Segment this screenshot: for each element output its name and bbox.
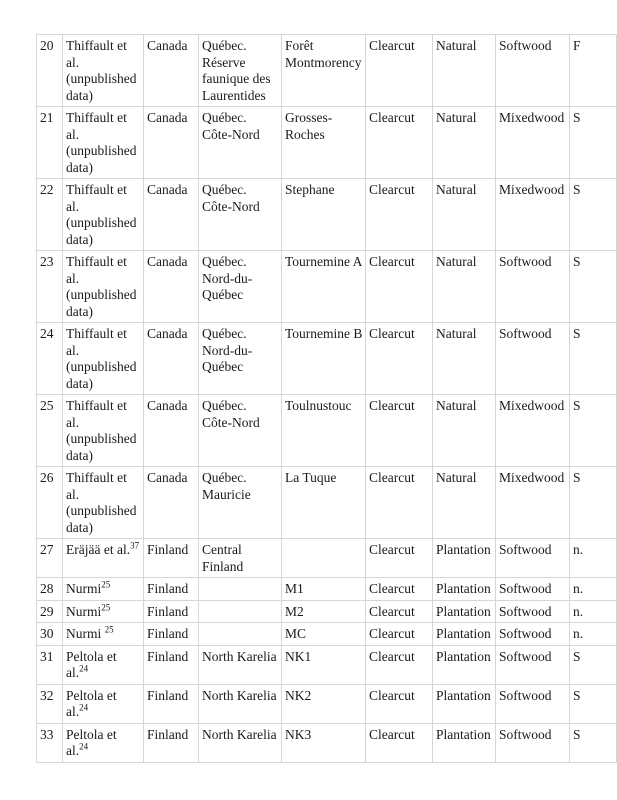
cell-country-text: Finland [147,603,189,619]
cell-country [144,645,199,684]
cell-harvest-type [366,600,433,623]
cell-site [282,251,366,323]
cell-site-text: Stephane [285,182,335,197]
cell-stand-origin-text: Natural [436,254,477,269]
cell-country [144,251,199,323]
table-row [37,623,617,646]
cell-study-text: Eräjää et al. [66,542,131,557]
cell-forest-type [496,107,570,179]
cell-stand-origin-text: Plantation [436,542,491,557]
cell-region [199,395,282,467]
table-row [37,467,617,539]
cell-forest-type [496,323,570,395]
cell-study-text: Thiffault et al. (unpublished data) [66,326,137,391]
cell-harvest-type-text: Clearcut [369,254,415,269]
cell-site-text: NK2 [285,687,312,703]
cell-harvest-type [366,323,433,395]
cell-number-text: 29 [40,603,54,619]
cell-region [199,251,282,323]
cell-study [63,723,144,762]
cell-truncated [570,539,617,578]
cell-country-text: Canada [147,326,188,341]
cell-region-text: Central Finland [202,542,244,574]
cell-forest-type [496,623,570,646]
cell-forest-type-text: Mixedwood [499,398,565,413]
cell-harvest-type-text: Clearcut [369,648,415,664]
cell-stand-origin-text: Natural [436,470,477,485]
cell-country [144,539,199,578]
cell-site-text: Tournemine B [285,326,363,341]
cell-truncated-text: S [573,182,581,197]
cell-harvest-type-text: Clearcut [369,687,415,703]
cell-truncated-text: S [573,110,581,125]
cell-region [199,179,282,251]
reference-superscript: 24 [79,663,89,674]
cell-harvest-type [366,107,433,179]
cell-stand-origin-text: Plantation [436,603,491,619]
cell-harvest-type [366,539,433,578]
cell-region [199,645,282,684]
cell-region-text: North Karelia [202,648,277,664]
table-row [37,539,617,578]
cell-forest-type-text: Softwood [499,726,552,742]
cell-site-text: MC [285,626,307,641]
cell-stand-origin [433,600,496,623]
cell-harvest-type-text: Clearcut [369,182,415,197]
cell-forest-type-text: Softwood [499,603,552,619]
cell-country [144,395,199,467]
cell-site-text: NK1 [285,648,312,664]
cell-country [144,35,199,107]
cell-study-text: Peltola et al. [66,687,117,719]
cell-number-text: 20 [40,38,54,53]
cell-number [37,684,63,723]
cell-study-text: Nurmi [66,581,102,596]
cell-country-text: Canada [147,38,188,53]
cell-region-text: Québec. Réserve faunique des Laurentides [202,38,271,103]
cell-truncated-text: S [573,726,581,742]
cell-truncated-text: S [573,326,581,341]
cell-country-text: Finland [147,581,189,596]
cell-stand-origin [433,35,496,107]
cell-number [37,251,63,323]
cell-study-text: Thiffault et al. (unpublished data) [66,254,137,319]
cell-site [282,467,366,539]
cell-region-text: Québec. Nord-du-Québec [202,326,253,374]
cell-stand-origin [433,539,496,578]
cell-country [144,623,199,646]
cell-country [144,723,199,762]
cell-number [37,623,63,646]
reference-superscript: 25 [101,579,111,590]
cell-number-text: 31 [40,648,54,664]
cell-harvest-type-text: Clearcut [369,542,415,557]
cell-number [37,578,63,601]
table-row [37,323,617,395]
cell-forest-type [496,645,570,684]
cell-study [63,323,144,395]
cell-truncated [570,645,617,684]
cell-forest-type-text: Mixedwood [499,182,565,197]
cell-harvest-type [366,723,433,762]
cell-stand-origin-text: Natural [436,38,477,53]
table-row [37,578,617,601]
cell-forest-type-text: Softwood [499,254,552,269]
cell-region [199,539,282,578]
cell-truncated-text: F [573,38,581,53]
cell-forest-type [496,251,570,323]
cell-site [282,600,366,623]
cell-study-text: Thiffault et al. (unpublished data) [66,182,137,247]
cell-harvest-type [366,251,433,323]
cell-truncated [570,395,617,467]
cell-stand-origin-text: Plantation [436,687,491,703]
cell-forest-type-text: Softwood [499,687,552,703]
cell-stand-origin [433,107,496,179]
cell-number-text: 25 [40,398,54,413]
cell-site-text: Tournemine A [285,254,363,269]
cell-number [37,179,63,251]
reference-superscript: 25 [104,624,114,635]
cell-harvest-type-text: Clearcut [369,470,415,485]
cell-study [63,35,144,107]
cell-stand-origin [433,323,496,395]
cell-number [37,645,63,684]
cell-harvest-type-text: Clearcut [369,326,415,341]
cell-site [282,723,366,762]
table-row [37,684,617,723]
cell-harvest-type-text: Clearcut [369,110,415,125]
cell-forest-type [496,600,570,623]
cell-site-text: Forêt Montmorency [285,38,362,70]
cell-site [282,395,366,467]
cell-number [37,107,63,179]
cell-stand-origin-text: Natural [436,398,477,413]
reference-superscript: 24 [79,741,89,752]
cell-country [144,467,199,539]
cell-stand-origin-text: Plantation [436,648,491,664]
cell-region-text: Québec. Côte-Nord [202,182,260,214]
cell-stand-origin-text: Plantation [436,626,491,641]
cell-region-text: Québec. Côte-Nord [202,110,260,142]
reference-superscript: 25 [101,602,111,612]
cell-number-text: 27 [40,542,54,557]
cell-forest-type [496,395,570,467]
cell-truncated [570,684,617,723]
cell-site-text: Grosses-Roches [285,110,333,142]
cell-harvest-type [366,467,433,539]
cell-region [199,107,282,179]
cell-harvest-type [366,578,433,601]
cell-region [199,623,282,646]
cell-truncated-text: n. [573,603,584,619]
cell-country-text: Finland [147,687,189,703]
cell-number-text: 21 [40,110,54,125]
cell-stand-origin [433,467,496,539]
cell-forest-type [496,723,570,762]
cell-number [37,35,63,107]
cell-stand-origin [433,684,496,723]
cell-region [199,600,282,623]
cell-forest-type-text: Softwood [499,542,552,557]
table-row [37,251,617,323]
cell-region [199,684,282,723]
cell-forest-type [496,684,570,723]
cell-harvest-type [366,395,433,467]
cell-number [37,395,63,467]
cell-country-text: Canada [147,182,188,197]
cell-forest-type-text: Softwood [499,326,552,341]
cell-study-text: Thiffault et al. (unpublished data) [66,398,137,463]
cell-truncated [570,467,617,539]
cell-truncated [570,179,617,251]
cell-country-text: Finland [147,542,189,557]
cell-harvest-type [366,623,433,646]
cell-truncated-text: n. [573,542,584,557]
cell-site-text: M2 [285,603,304,619]
cell-site-text: Toulnustouc [285,398,352,413]
cell-country [144,179,199,251]
cell-study [63,251,144,323]
table-body [37,35,617,763]
cell-truncated [570,323,617,395]
cell-harvest-type [366,645,433,684]
cell-site [282,323,366,395]
cell-study-text: Thiffault et al. (unpublished data) [66,110,137,175]
cell-site [282,645,366,684]
table-row [37,645,617,684]
cell-region [199,323,282,395]
cell-forest-type-text: Softwood [499,648,552,664]
cell-country-text: Finland [147,626,189,641]
cell-stand-origin [433,179,496,251]
cell-region [199,467,282,539]
cell-forest-type [496,179,570,251]
cell-harvest-type [366,684,433,723]
cell-study-text: Nurmi [66,603,102,619]
cell-stand-origin [433,623,496,646]
cell-forest-type-text: Mixedwood [499,110,565,125]
reference-superscript: 37 [130,540,140,551]
cell-site [282,578,366,601]
cell-truncated-text: S [573,254,581,269]
cell-stand-origin-text: Natural [436,110,477,125]
cell-number-text: 33 [40,726,54,742]
cell-truncated-text: S [573,470,581,485]
cell-country-text: Canada [147,254,188,269]
sites-table [36,34,617,763]
cell-country-text: Canada [147,398,188,413]
cell-study [63,600,144,623]
cell-country [144,107,199,179]
cell-number-text: 24 [40,326,54,341]
cell-region-text: Québec. Côte-Nord [202,398,260,430]
table-row [37,107,617,179]
cell-truncated-text: S [573,648,581,664]
cell-number [37,467,63,539]
cell-country [144,684,199,723]
cell-study-text: Nurmi [66,626,105,641]
cell-number [37,723,63,762]
cell-region-text: Québec. Mauricie [202,470,251,502]
cell-number-text: 30 [40,626,54,641]
cell-number [37,600,63,623]
table-row [37,35,617,107]
cell-study [63,539,144,578]
cell-study [63,578,144,601]
cell-truncated [570,251,617,323]
cell-number-text: 22 [40,182,54,197]
cell-forest-type [496,539,570,578]
cell-region [199,578,282,601]
cell-truncated [570,578,617,601]
cell-harvest-type-text: Clearcut [369,726,415,742]
cell-number-text: 32 [40,687,54,703]
cell-study [63,684,144,723]
cell-region [199,723,282,762]
cell-site [282,623,366,646]
cell-forest-type-text: Softwood [499,38,552,53]
table-row [37,723,617,762]
cell-number-text: 26 [40,470,54,485]
cell-site-text: M1 [285,581,304,596]
cell-harvest-type-text: Clearcut [369,581,415,596]
cell-country-text: Finland [147,648,189,664]
table-row [37,600,617,623]
cell-harvest-type-text: Clearcut [369,626,415,641]
cell-harvest-type [366,35,433,107]
cell-site [282,107,366,179]
cell-country [144,600,199,623]
cell-stand-origin-text: Plantation [436,581,491,596]
cell-study-text: Thiffault et al. (unpublished data) [66,470,137,535]
cell-site [282,35,366,107]
cell-stand-origin-text: Natural [436,182,477,197]
reference-superscript: 24 [79,702,89,713]
cell-study-text: Peltola et al. [66,726,117,758]
table-row [37,179,617,251]
cell-country [144,578,199,601]
cell-country [144,323,199,395]
cell-region-text: North Karelia [202,687,277,703]
cell-stand-origin [433,251,496,323]
cell-truncated-text: S [573,398,581,413]
cell-study [63,645,144,684]
cell-stand-origin [433,645,496,684]
cell-forest-type [496,578,570,601]
cell-truncated [570,623,617,646]
cell-region-text: North Karelia [202,726,277,742]
cell-forest-type-text: Softwood [499,626,552,641]
cell-harvest-type-text: Clearcut [369,38,415,53]
cell-site [282,684,366,723]
cell-harvest-type-text: Clearcut [369,603,415,619]
cell-country-text: Canada [147,110,188,125]
cell-harvest-type [366,179,433,251]
cell-country-text: Finland [147,726,189,742]
cell-number-text: 23 [40,254,54,269]
cell-country-text: Canada [147,470,188,485]
cell-forest-type-text: Softwood [499,581,552,596]
cell-study [63,179,144,251]
cell-study-text: Peltola et al. [66,648,117,680]
cell-truncated-text: n. [573,581,584,596]
document-page [36,34,582,763]
cell-study-text: Thiffault et al. (unpublished data) [66,38,137,103]
cell-stand-origin-text: Plantation [436,726,491,742]
cell-truncated-text: n. [573,626,584,641]
cell-stand-origin [433,395,496,467]
cell-site-text: La Tuque [285,470,337,485]
cell-truncated [570,723,617,762]
cell-site [282,539,366,578]
cell-number [37,323,63,395]
cell-stand-origin [433,723,496,762]
cell-stand-origin [433,578,496,601]
cell-site [282,179,366,251]
cell-site-text: NK3 [285,726,312,742]
cell-region-text: Québec. Nord-du-Québec [202,254,253,302]
cell-study [63,107,144,179]
cell-study [63,623,144,646]
cell-number-text: 28 [40,581,54,596]
cell-forest-type [496,35,570,107]
cell-forest-type [496,467,570,539]
cell-truncated [570,35,617,107]
cell-truncated [570,600,617,623]
table-row [37,395,617,467]
cell-harvest-type-text: Clearcut [369,398,415,413]
cell-forest-type-text: Mixedwood [499,470,565,485]
cell-truncated-text: S [573,687,581,703]
cell-number [37,539,63,578]
cell-region [199,35,282,107]
cell-study [63,395,144,467]
cell-study [63,467,144,539]
cell-truncated [570,107,617,179]
cell-stand-origin-text: Natural [436,326,477,341]
